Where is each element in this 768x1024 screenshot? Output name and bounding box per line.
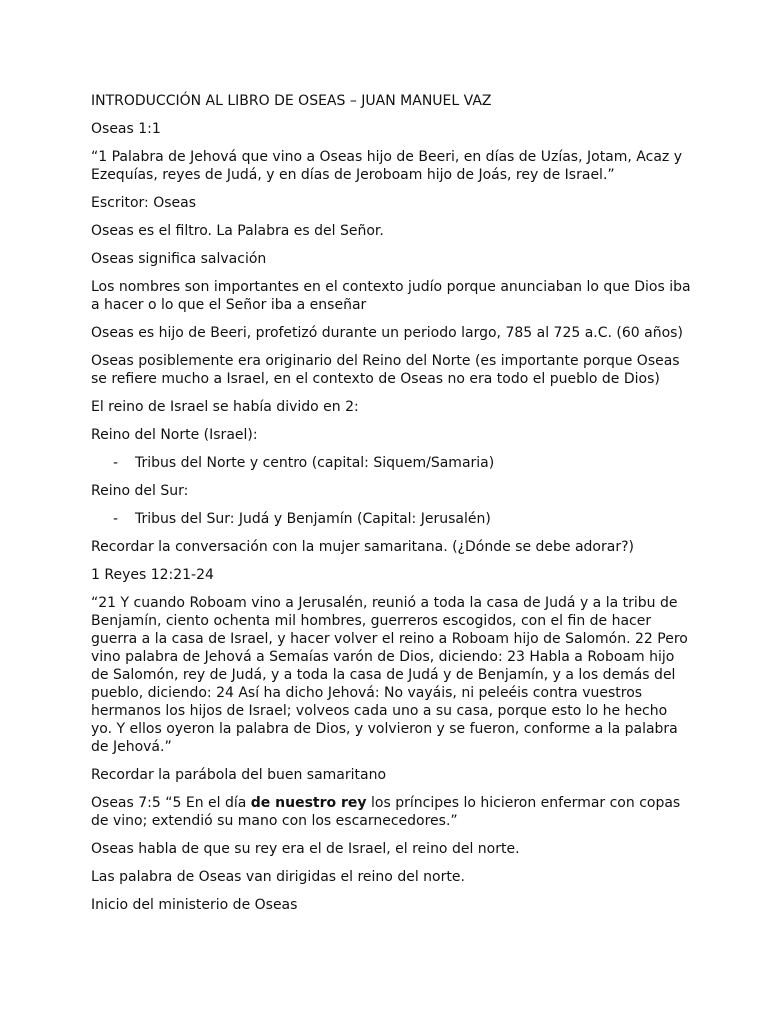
paragraph-divided: El reino de Israel se había divido en 2: xyxy=(91,399,359,415)
paragraph-meaning: Oseas significa salvación xyxy=(91,251,267,267)
north-kingdom-item: Tribus del Norte y centro (capital: Siquem/Samaria) xyxy=(135,455,495,471)
quote-bold-text: de nuestro rey xyxy=(250,795,367,811)
scripture-quote: “1 Palabra de Jehová que vino a Oseas hijo de Beeri, en días de Uzías, Jotam, Acaz y Ezequías, reyes de Judá, y en días de Jeroboam hijo de Joás, rey de Israel.” xyxy=(91,149,682,183)
paragraph-remember-parable: Recordar la parábola del buen samaritano xyxy=(91,767,387,783)
quote-text: Oseas 7:5 “5 En el día xyxy=(91,795,251,811)
paragraph-remember-samaritan-woman: Recordar la conversación con la mujer samaritana. (¿Dónde se debe adorar?) xyxy=(91,539,634,555)
writer-line: Escritor: Oseas xyxy=(91,195,197,211)
document-page xyxy=(91,92,691,924)
document-title: INTRODUCCIÓN AL LIBRO DE OSEAS – JUAN MANUEL VAZ xyxy=(91,93,492,109)
list-dash: - xyxy=(113,455,119,471)
paragraph-son-of: Oseas es hijo de Beeri, profetizó durante un periodo largo, 785 al 725 a.C. (60 años) xyxy=(91,325,683,341)
south-kingdom-item: Tribus del Sur: Judá y Benjamín (Capital: Jerusalén) xyxy=(135,511,491,527)
quote-text: los príncipes lo hicieron enfermar con copas de vino; extendió su mano con los escarnecedores.” xyxy=(91,795,681,829)
list-item xyxy=(91,510,691,528)
paragraph-king: Oseas habla de que su rey era el de Israel, el reino del norte. xyxy=(91,841,520,857)
scripture-quote-hosea-7-5 xyxy=(91,794,691,830)
scripture-reference: 1 Reyes 12:21-24 xyxy=(91,567,214,583)
scripture-reference: Oseas 1:1 xyxy=(91,121,161,137)
paragraph-names: Los nombres son importantes en el contexto judío porque anunciaban lo que Dios iba a hacer o lo que el Señor iba a enseñar xyxy=(91,279,691,313)
list-item xyxy=(91,454,691,472)
list-dash: - xyxy=(113,511,119,527)
scripture-quote: “21 Y cuando Roboam vino a Jerusalén, reunió a toda la casa de Judá y a la tribu de Benjamín, ciento ochenta mil hombres, guerreros escogidos, con el fin de hacer guerra a la casa de Israel, y hacer volver el reino a Roboam hijo de Salomón. 22 Pero vino palabra de Jehová a Semaías varón de Dios, diciendo: 23 Habla a Roboam hijo de Salomón, rey de Judá, y a toda la casa de Judá y de Benjamín, y a los demás del pueblo, diciendo: 24 Así ha dicho Jehová: No vayáis, ni peleéis contra vuestros hermanos los hijos de Israel; volveos cada uno a su casa, porque esto lo he hecho yo. Y ellos oyeron la palabra de Dios, y volvieron y se fueron, conforme a la palabra de Jehová.” xyxy=(91,595,688,755)
south-kingdom-label: Reino del Sur: xyxy=(91,483,189,499)
paragraph-ministry-start: Inicio del ministerio de Oseas xyxy=(91,897,298,913)
paragraph-directed: Las palabra de Oseas van dirigidas el reino del norte. xyxy=(91,869,465,885)
paragraph-filter: Oseas es el filtro. La Palabra es del Señor. xyxy=(91,223,384,239)
paragraph-origin: Oseas posiblemente era originario del Reino del Norte (es importante porque Oseas se refiere mucho a Israel, en el contexto de Oseas no era todo el pueblo de Dios) xyxy=(91,353,680,387)
north-kingdom-label: Reino del Norte (Israel): xyxy=(91,427,258,443)
